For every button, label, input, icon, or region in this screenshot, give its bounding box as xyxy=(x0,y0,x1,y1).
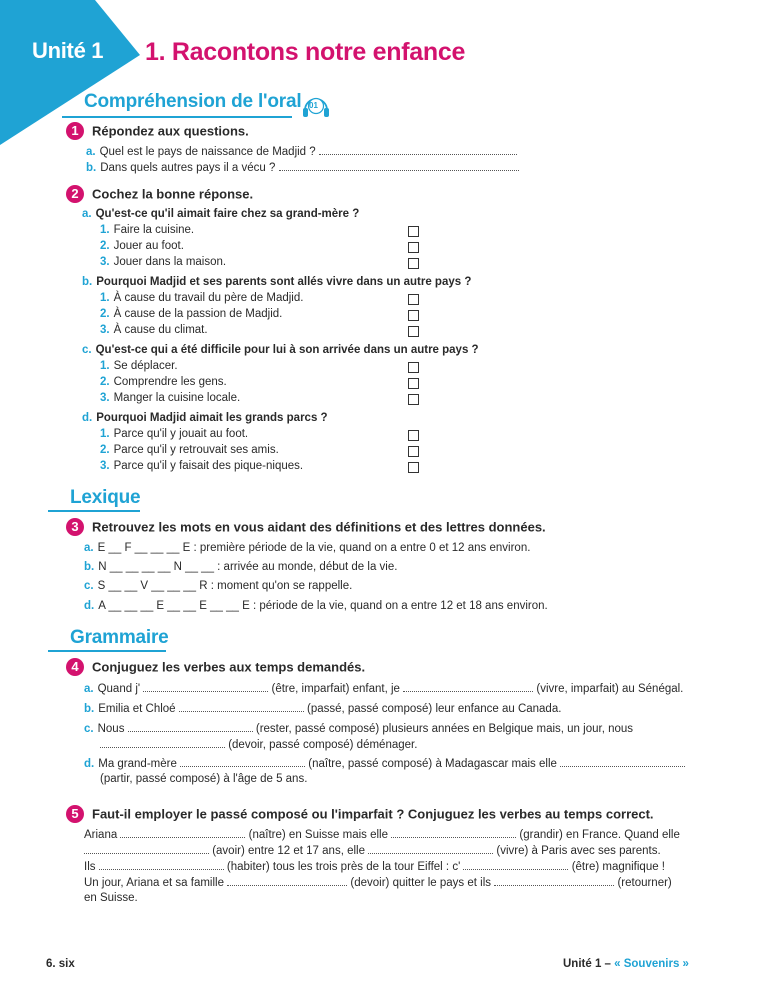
word-item: b. N __ __ __ __ N __ __ : arrivée au monde, début de la vie. xyxy=(84,561,398,573)
text-line: en Suisse. xyxy=(84,892,138,904)
word-item: a. E __ F __ __ __ E : première période de la vie, quand on a entre 0 et 12 ans environ. xyxy=(84,542,531,554)
footer-unit-label: Unité 1 – xyxy=(563,958,611,970)
option-item: 2. Comprendre les gens. xyxy=(100,376,227,388)
exercise-title: Faut-il employer le passé composé ou l'imparfait ? Conjuguez les verbes au temps correct. xyxy=(92,806,654,822)
word-item: c. S __ __ V __ __ __ R : moment qu'on se rappelle. xyxy=(84,580,353,592)
question-item xyxy=(82,276,471,288)
question-item xyxy=(82,344,479,356)
item-letter: a. xyxy=(86,146,96,158)
answer-checkbox[interactable] xyxy=(408,446,419,457)
exercise-1-heading xyxy=(66,122,249,140)
exercise-number: 2 xyxy=(66,185,84,203)
answer-checkbox[interactable] xyxy=(408,430,419,441)
section-lexique-underline xyxy=(48,510,140,512)
option-item: 1. À cause du travail du père de Madjid. xyxy=(100,292,304,304)
option-item: 1. Se déplacer. xyxy=(100,360,178,372)
item-letter: b. xyxy=(86,162,97,174)
section-comprehension: Compréhension de l'oral xyxy=(84,91,302,112)
conjugation-item: b. Emilia et Chloé (passé, passé composé) leur enfance au Canada. xyxy=(84,703,562,715)
exercise-title: Répondez aux questions. xyxy=(92,123,249,139)
answer-line[interactable] xyxy=(143,682,268,692)
text-line: Ils (habiter) tous les trois près de la tour Eiffel : c' (être) magnifique ! xyxy=(84,861,666,873)
audio-track-number: 01 xyxy=(309,101,318,110)
answer-checkbox[interactable] xyxy=(408,310,419,321)
audio-headphones-icon[interactable] xyxy=(300,92,332,120)
option-item: 3. Parce qu'il y faisait des pique-niques. xyxy=(100,460,304,472)
unit-label: Unité 1 xyxy=(32,38,104,63)
answer-checkbox[interactable] xyxy=(408,394,419,405)
answer-line[interactable] xyxy=(494,876,614,886)
answer-line[interactable] xyxy=(279,161,519,171)
option-item: 3. Manger la cuisine locale. xyxy=(100,392,241,404)
item-letter: a. xyxy=(82,208,92,220)
item-letter: c. xyxy=(82,344,92,356)
conjugation-item: c. Nous (rester, passé composé) plusieurs années en Belgique mais, un jour, nous xyxy=(84,723,634,735)
answer-line[interactable] xyxy=(179,702,304,712)
option-item: 3. Jouer dans la maison. xyxy=(100,256,227,268)
answer-line[interactable] xyxy=(391,828,516,838)
question-item xyxy=(82,208,359,220)
answer-line[interactable] xyxy=(120,828,245,838)
exercise-number: 3 xyxy=(66,518,84,536)
answer-checkbox[interactable] xyxy=(408,362,419,373)
option-item: 2. Parce qu'il y retrouvait ses amis. xyxy=(100,444,279,456)
exercise-4-heading xyxy=(66,658,365,676)
question-item xyxy=(82,412,328,424)
word-item: d. A __ __ __ E __ __ E __ __ E : période de la vie, quand on a entre 12 et 18 ans environ. xyxy=(84,600,548,612)
exercise-number: 5 xyxy=(66,805,84,823)
text-line: Un jour, Ariana et sa famille (devoir) quitter le pays et ils (retourner) xyxy=(84,877,672,889)
item-text: Quel est le pays de naissance de Madjid ? xyxy=(99,146,316,158)
question-text: Qu'est-ce qu'il aimait faire chez sa grand-mère ? xyxy=(95,208,360,220)
answer-checkbox[interactable] xyxy=(408,294,419,305)
answer-line[interactable] xyxy=(99,860,224,870)
exercise-title: Cochez la bonne réponse. xyxy=(92,186,254,202)
question-item xyxy=(86,161,519,174)
exercise-5-heading xyxy=(66,805,654,823)
exercise-3-heading xyxy=(66,518,546,536)
option-item: 1. Faire la cuisine. xyxy=(100,224,195,236)
exercise-number: 4 xyxy=(66,658,84,676)
exercise-title: Conjuguez les verbes aux temps demandés. xyxy=(92,659,366,675)
page-number: 6. six xyxy=(46,958,75,970)
text-line: Ariana (naître) en Suisse mais elle (grandir) en France. Quand elle xyxy=(84,829,680,841)
answer-checkbox[interactable] xyxy=(408,326,419,337)
answer-checkbox[interactable] xyxy=(408,242,419,253)
section-grammaire: Grammaire xyxy=(70,627,169,648)
item-text: Dans quels autres pays il a vécu ? xyxy=(100,162,276,174)
answer-checkbox[interactable] xyxy=(408,378,419,389)
option-item: 1. Parce qu'il y jouait au foot. xyxy=(100,428,249,440)
section-grammaire-underline xyxy=(48,650,166,652)
conjugation-item: a. Quand j' (être, imparfait) enfant, je (vivre, imparfait) au Sénégal. xyxy=(84,683,684,695)
exercise-title: Retrouvez les mots en vous aidant des définitions et des lettres données. xyxy=(92,519,546,535)
answer-line[interactable] xyxy=(368,844,493,854)
footer-theme: « Souvenirs » xyxy=(614,958,689,970)
question-text: Pourquoi Madjid aimait les grands parcs ? xyxy=(96,412,328,424)
conjugation-item-continued: (devoir, passé composé) déménager. xyxy=(100,738,417,751)
option-item: 3. À cause du climat. xyxy=(100,324,208,336)
question-text: Pourquoi Madjid et ses parents sont allés vivre dans un autre pays ? xyxy=(96,276,472,288)
section-comprehension-underline xyxy=(62,116,292,118)
answer-line[interactable] xyxy=(560,757,685,767)
answer-line[interactable] xyxy=(227,876,347,886)
text-line: (avoir) entre 12 et 17 ans, elle (vivre) à Paris avec ses parents. xyxy=(84,844,661,857)
answer-line[interactable] xyxy=(128,722,253,732)
exercise-2-heading xyxy=(66,185,253,203)
answer-line[interactable] xyxy=(403,682,533,692)
conjugation-item: d. Ma grand-mère (naître, passé composé) à Madagascar mais elle xyxy=(84,757,685,770)
answer-checkbox[interactable] xyxy=(408,226,419,237)
conjugation-item-continued: (partir, passé composé) à l'âge de 5 ans. xyxy=(100,773,308,785)
answer-checkbox[interactable] xyxy=(408,258,419,269)
answer-line[interactable] xyxy=(84,844,209,854)
option-item: 2. À cause de la passion de Madjid. xyxy=(100,308,283,320)
answer-checkbox[interactable] xyxy=(408,462,419,473)
item-letter: b. xyxy=(82,276,93,288)
footer-unit xyxy=(563,958,689,970)
answer-line[interactable] xyxy=(180,757,305,767)
item-letter: d. xyxy=(82,412,93,424)
section-lexique: Lexique xyxy=(70,487,141,508)
exercise-number: 1 xyxy=(66,122,84,140)
question-text: Qu'est-ce qui a été difficile pour lui à son arrivée dans un autre pays ? xyxy=(95,344,479,356)
option-item: 2. Jouer au foot. xyxy=(100,240,184,252)
question-item xyxy=(86,145,517,158)
answer-line[interactable] xyxy=(100,738,225,748)
answer-line[interactable] xyxy=(463,860,568,870)
page-title: 1. Racontons notre enfance xyxy=(145,38,466,66)
answer-line[interactable] xyxy=(319,145,517,155)
